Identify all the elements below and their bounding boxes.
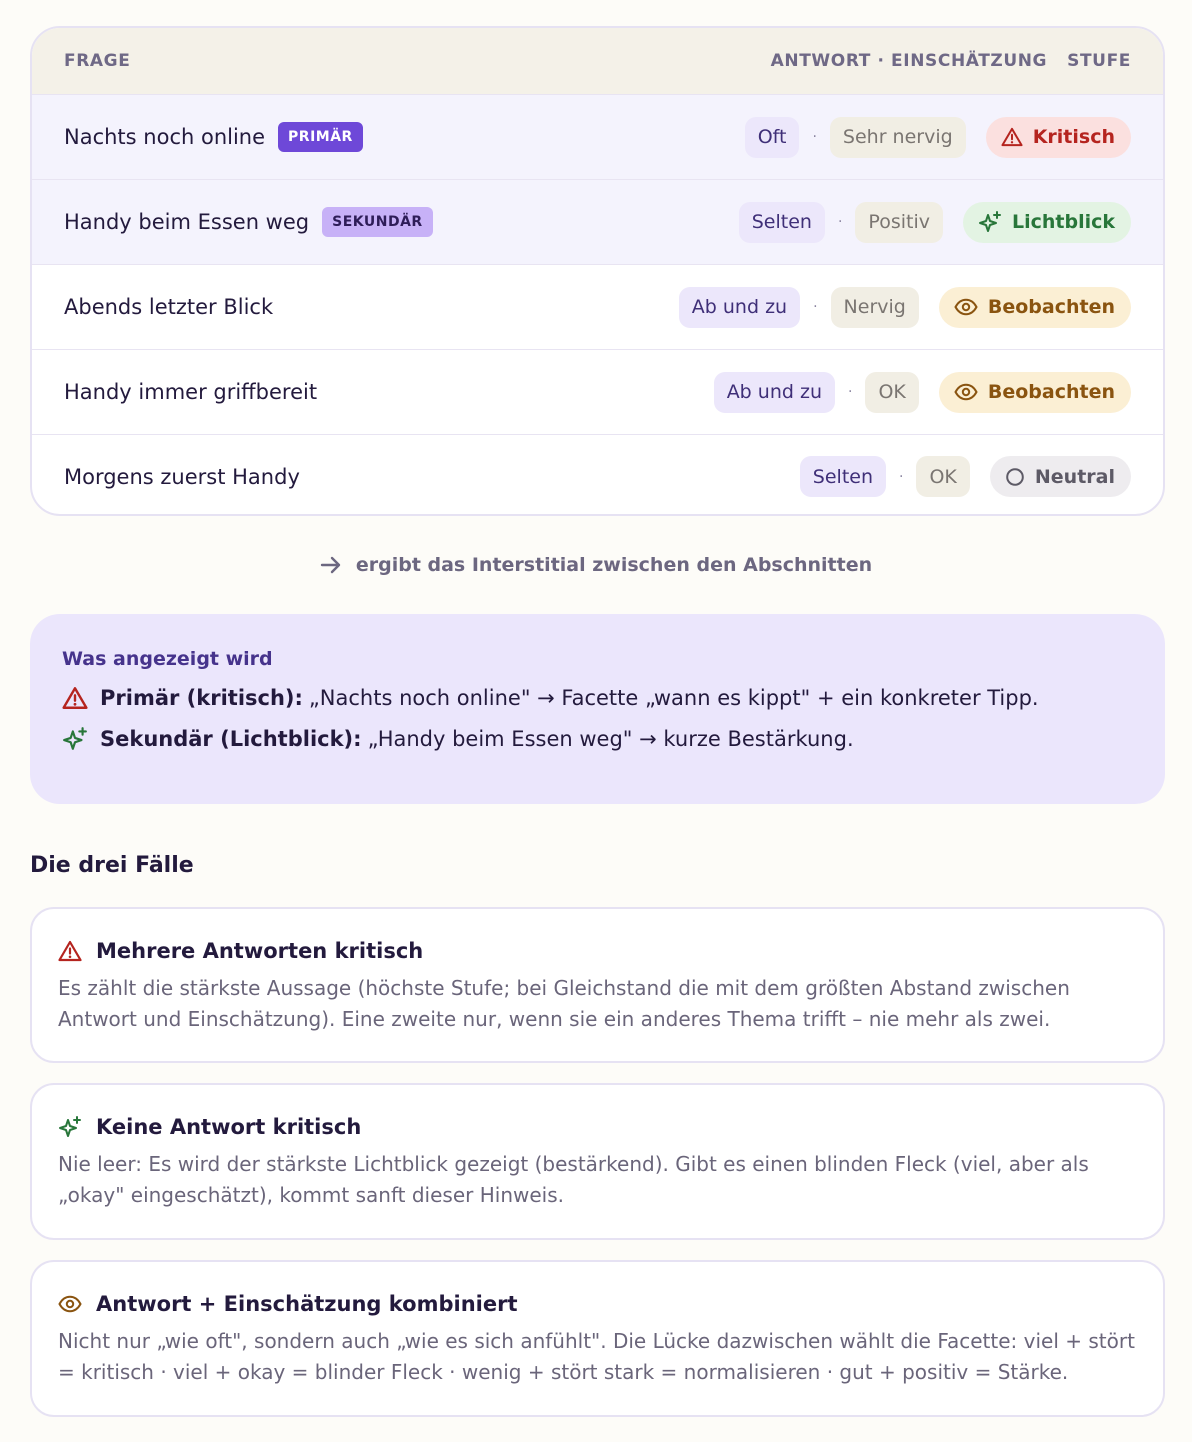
cases-title: Die drei Fälle [30, 853, 194, 878]
result-text: ergibt das Interstitial zwischen den Abschnitten [355, 554, 873, 576]
level-label: Beobachten [987, 296, 1115, 318]
arrow-right-icon [320, 556, 342, 574]
shown-secondary-line [62, 726, 1133, 752]
question-cell [64, 295, 273, 319]
table-row [32, 264, 1163, 349]
question-text: Handy immer griffbereit [64, 380, 318, 404]
case-title-text: Antwort + Einschätzung kombiniert [96, 1292, 518, 1316]
question-text: Abends letzter Blick [64, 295, 274, 319]
secondary-text: „Handy beim Essen weg" → kurze Bestärkung. [367, 727, 854, 751]
circle-icon [1005, 467, 1025, 487]
case-body: Es zählt die stärkste Aussage (höchste Stufe; bei Gleichstand die mit dem größten Abstand zwischen Antwort und Einschätzung). Eine zweite nur, wenn sie ein anderes Thema trifft – nie mehr als zwei. [58, 976, 1070, 1031]
separator-dot: · [813, 299, 818, 315]
separator-dot: · [847, 384, 853, 400]
eye-icon [58, 1295, 82, 1313]
separator-dot: · [812, 129, 817, 145]
eye-icon [954, 298, 978, 316]
level-label: Lichtblick [1011, 211, 1115, 233]
answer-pill: Selten [800, 456, 886, 497]
level-badge-observe [939, 372, 1131, 413]
primary-bold: Primär (kritisch): [100, 686, 303, 710]
shown-label: Was angezeigt wird [62, 648, 273, 670]
case-body: Nicht nur „wie oft", sondern auch „wie es sich anfühlt". Die Lücke dazwischen wählt die Facette: viel + stört = kritisch · viel + okay = blinder Fleck · wenig + stört stark = normalisieren · gut + positiv = Stärke. [58, 1329, 1135, 1384]
evaluation-table [30, 26, 1165, 516]
case-title-text: Mehrere Antworten kritisch [96, 939, 424, 963]
question-cell [64, 122, 363, 152]
level-badge-observe [939, 287, 1131, 328]
shown-summary-box [30, 614, 1165, 804]
question-text: Handy beim Essen weg [64, 210, 310, 234]
table-row [32, 94, 1163, 179]
estimate-pill: OK [916, 456, 969, 497]
question-cell [64, 207, 433, 237]
primary-tag: PRIMÄR [278, 122, 363, 152]
table-header [32, 28, 1163, 94]
case-card [30, 1083, 1165, 1240]
warning-icon [58, 940, 82, 962]
question-text: Nachts noch online [64, 125, 266, 149]
level-badge-highlight [963, 202, 1131, 243]
shown-primary-line [62, 686, 1133, 710]
warning-icon [62, 686, 88, 710]
table-row [32, 349, 1163, 434]
estimate-pill: Nervig [831, 287, 919, 328]
sparkle-icon [978, 210, 1002, 234]
level-label: Neutral [1034, 465, 1115, 488]
sparkle-icon [62, 726, 88, 752]
level-label: Beobachten [987, 381, 1115, 403]
secondary-bold: Sekundär (Lichtblick): [100, 727, 362, 751]
case-card [30, 1260, 1165, 1417]
case-card [30, 907, 1165, 1063]
answer-pill: Oft [745, 117, 800, 158]
case-title [58, 1115, 1137, 1139]
question-cell [64, 465, 300, 489]
case-title-text: Keine Antwort kritisch [96, 1115, 362, 1139]
table-row [32, 179, 1163, 264]
estimate-pill: OK [865, 372, 918, 413]
estimate-pill: Sehr nervig [830, 117, 966, 158]
case-body: Nie leer: Es wird der stärkste Lichtblick gezeigt (bestärkend). Gibt es einen blinden Fleck (viel, aber als „okay" eingeschätzt), kommt sanft dieser Hinweis. [58, 1152, 1089, 1207]
question-cell [64, 380, 317, 404]
estimate-pill: Positiv [855, 202, 943, 243]
answer-pill: Selten [739, 202, 825, 243]
separator-dot: · [837, 214, 843, 230]
eye-icon [954, 383, 978, 401]
sparkle-icon [58, 1115, 82, 1139]
primary-text: „Nachts noch online" → Facette „wann es kippt" + ein konkreter Tipp. [308, 686, 1039, 710]
question-text: Morgens zuerst Handy [64, 464, 300, 489]
case-title [58, 1292, 1137, 1316]
answer-pill: Ab und zu [679, 287, 800, 328]
answer-pill: Ab und zu [714, 372, 835, 413]
table-row [32, 434, 1163, 516]
result-note [0, 550, 1192, 580]
case-title [58, 939, 1137, 963]
warning-icon [1001, 127, 1023, 147]
header-question: FRAGE [64, 51, 131, 71]
header-answer: ANTWORT · EINSCHÄTZUNG [770, 51, 1048, 71]
level-badge-neutral [990, 456, 1131, 497]
level-badge-critical [986, 117, 1131, 158]
secondary-tag: SEKUNDÄR [322, 207, 433, 237]
header-level: STUFE [1067, 51, 1131, 71]
level-label: Kritisch [1032, 126, 1115, 148]
separator-dot: · [899, 468, 904, 485]
